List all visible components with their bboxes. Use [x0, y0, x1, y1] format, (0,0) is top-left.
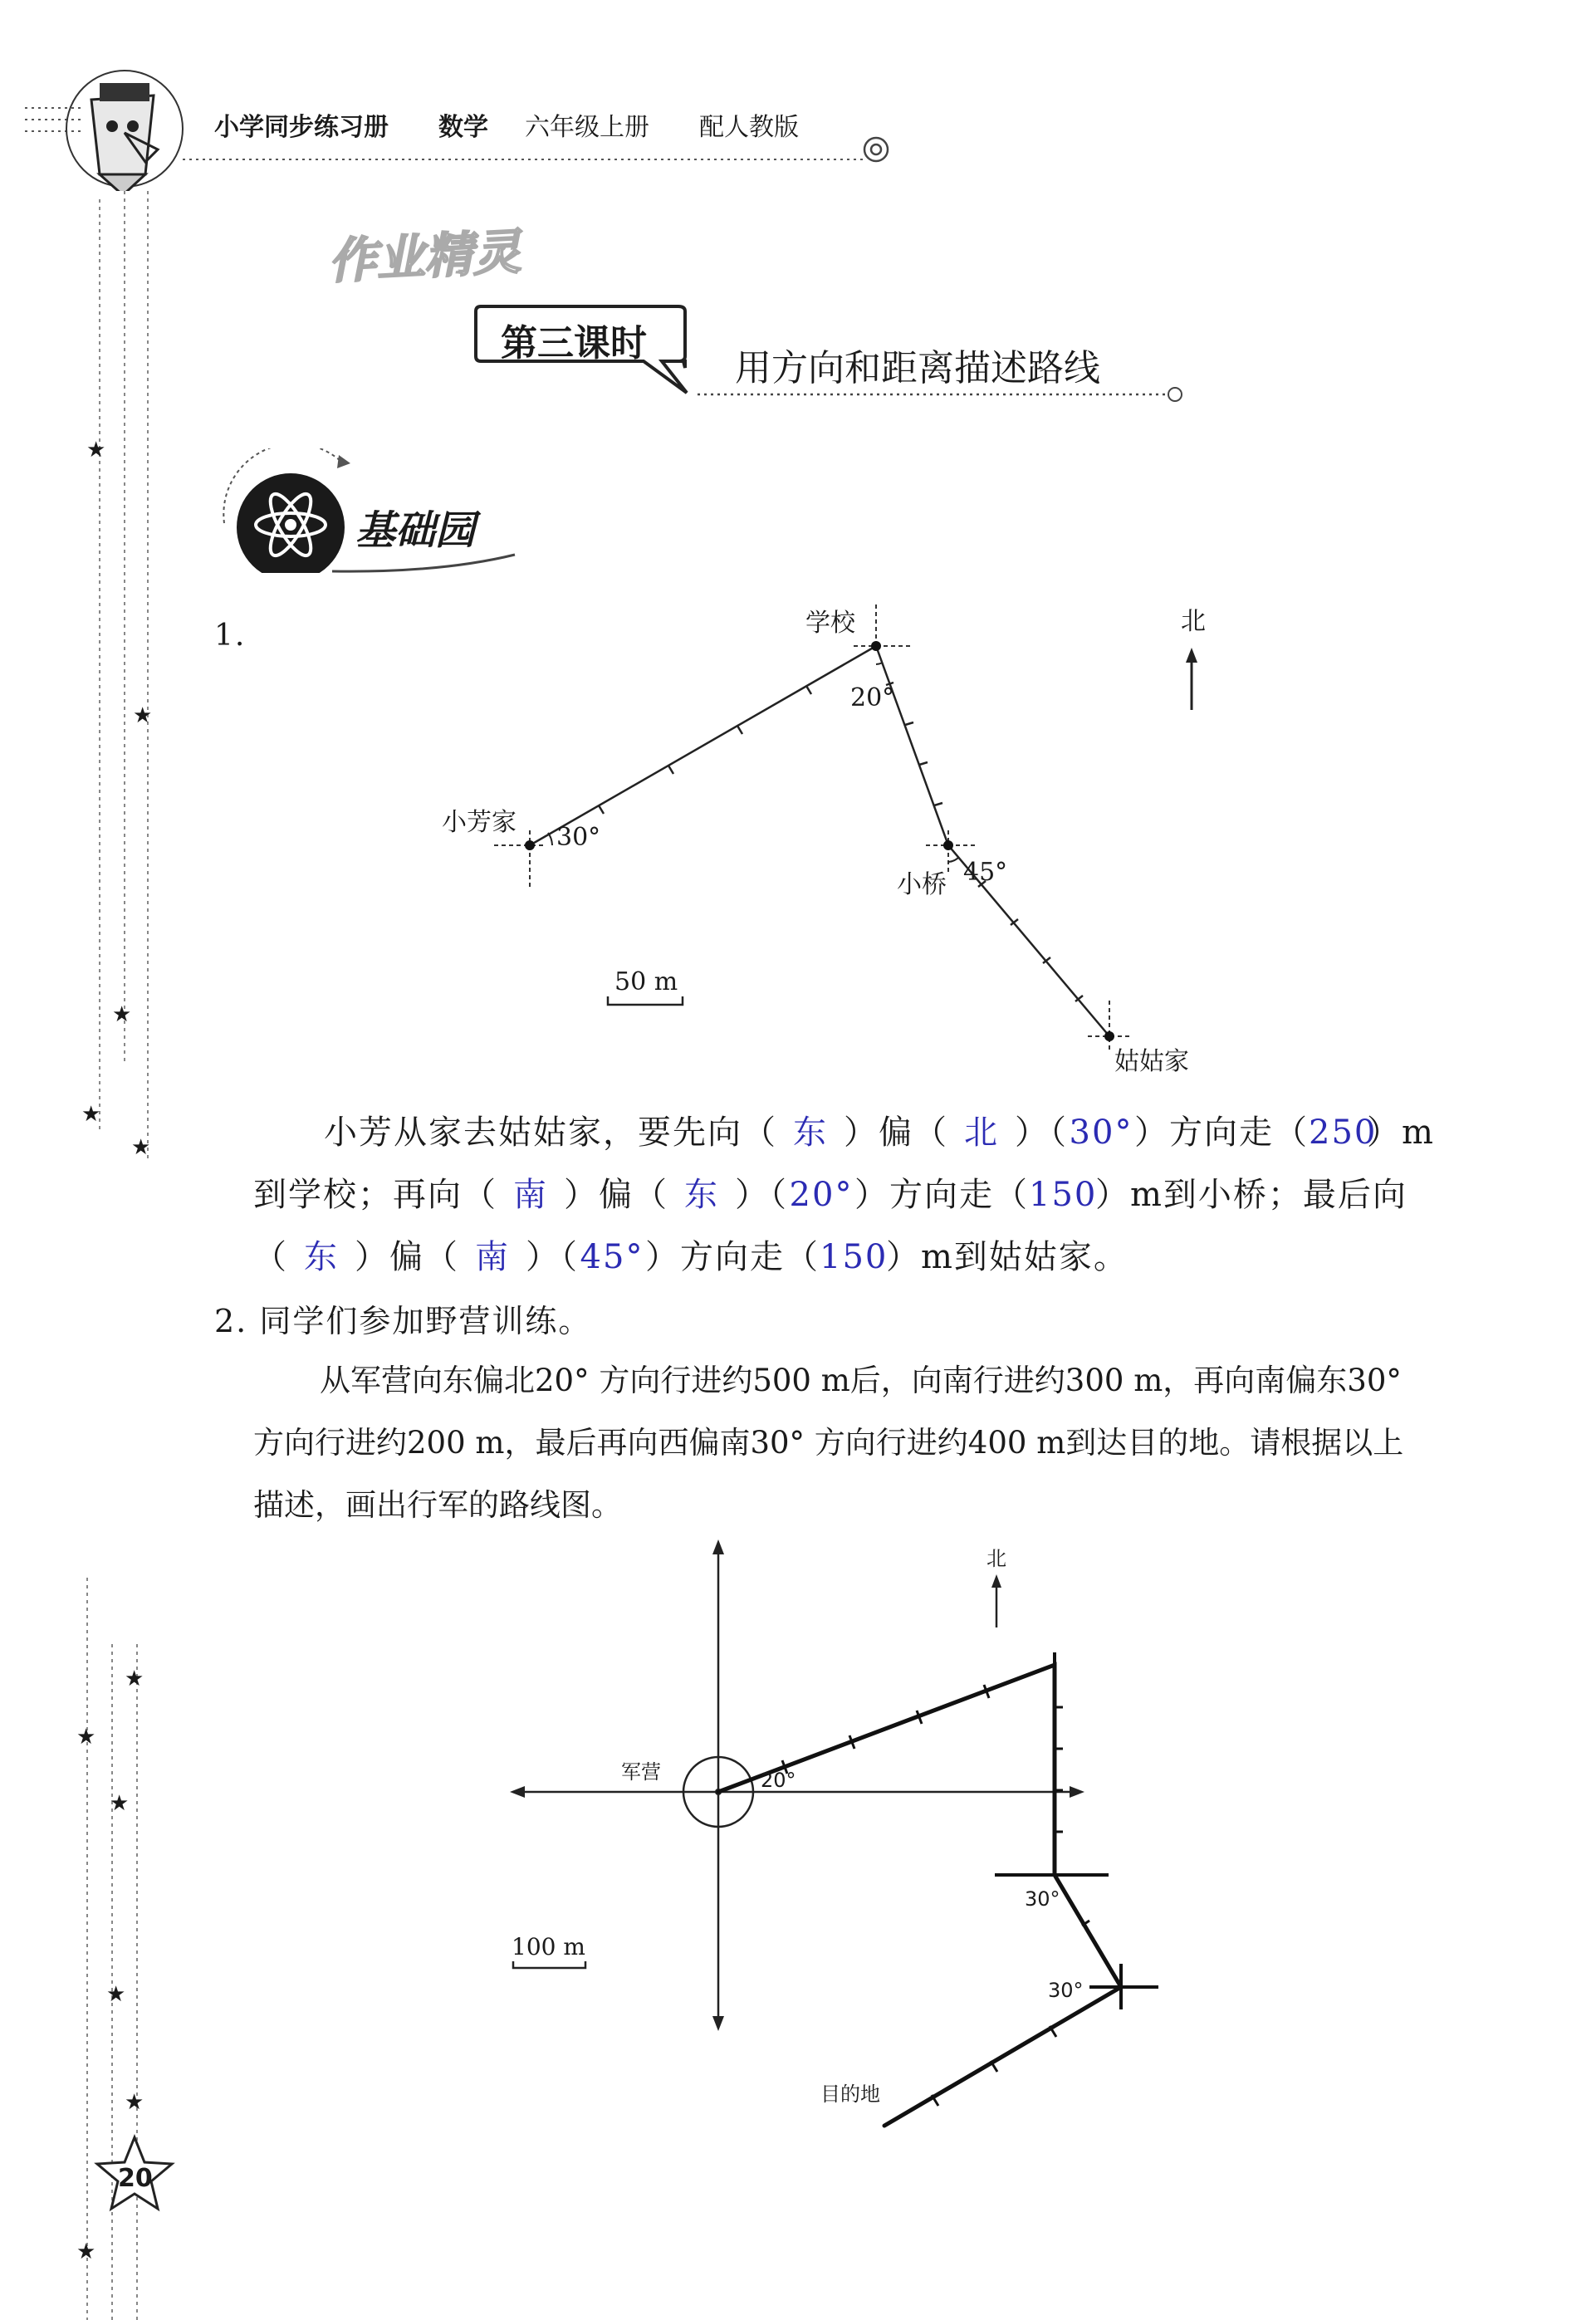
q1-text: 到学校；再向（ [253, 1176, 497, 1214]
q2-angle-camp: 20° [761, 1769, 796, 1792]
q1-answer-11: 45° [580, 1238, 644, 1276]
svg-text:★: ★ [76, 1725, 96, 1750]
q1-line1 [324, 1106, 1435, 1153]
q1-angle-bridge: 45° [963, 858, 1008, 887]
q1-label-north: 北 [1181, 607, 1206, 636]
lesson-title: 用方向和距离描述路线 [735, 347, 1100, 389]
svg-text:★: ★ [86, 438, 106, 463]
q1-answer-2: 北 [964, 1114, 999, 1152]
edition: 配人教版 [699, 113, 799, 142]
q1-text: ）方向走（ [645, 1238, 820, 1276]
q1-text: 小芳从家去姑姑家，要先向（ [324, 1114, 777, 1152]
svg-text:★: ★ [112, 1002, 132, 1027]
lesson-label: 第三课时 [501, 322, 647, 365]
header [0, 50, 913, 191]
q2-line3: 描述，画出行军的路线图。 [253, 1487, 622, 1523]
q2-title: 2. 同学们参加野营训练。 [214, 1303, 592, 1339]
svg-text:★: ★ [133, 703, 153, 728]
q1-text: ）m到姑姑家。 [886, 1238, 1128, 1276]
q1-text: ）（ [735, 1176, 788, 1214]
q2-line2: 方向行进约200 m，最后再向西偏南30° 方向行进约400 m到达目的地。请根据以上 [253, 1425, 1404, 1461]
svg-text:★: ★ [76, 2239, 96, 2264]
book-title: 小学同步练习册 [214, 113, 389, 142]
q1-text: ）偏（ [844, 1114, 948, 1152]
q2-label-north: 北 [986, 1547, 1006, 1570]
q1-number: 1. [214, 619, 247, 653]
q1-answer-3: 30° [1069, 1114, 1133, 1152]
q1-label-aunt: 姑姑家 [1114, 1047, 1189, 1076]
q1-answer-5: 南 [513, 1176, 548, 1214]
section-title: 基础园 [355, 507, 476, 554]
q1-angle-school: 20° [850, 683, 895, 712]
svg-text:★: ★ [131, 1135, 151, 1160]
q1-text: （ [253, 1238, 288, 1276]
q1-answer-1: 东 [793, 1114, 828, 1152]
q2-label-destination: 目的地 [820, 2083, 880, 2106]
q1-text: ）m到小桥；最后向 [1095, 1176, 1408, 1214]
q1-angle-home: 30° [556, 823, 601, 852]
svg-text:★: ★ [110, 1791, 130, 1816]
lesson-header [469, 303, 1200, 403]
q1-answer-7: 20° [789, 1176, 854, 1214]
q1-text: ）m [1367, 1114, 1435, 1152]
svg-text:★: ★ [106, 1982, 126, 2007]
q1-answer-8: 150 [1029, 1176, 1098, 1214]
q1-text: ）（ [1015, 1114, 1068, 1152]
q1-line2 [253, 1168, 1408, 1216]
q1-label-school: 学校 [805, 609, 855, 638]
q1-text: ）（ [526, 1238, 579, 1276]
svg-text:★: ★ [125, 2090, 144, 2115]
q1-diagram [415, 598, 1246, 1096]
q1-line3 [253, 1231, 1128, 1278]
section-header [208, 448, 540, 573]
q1-text: ）方向走（ [1134, 1114, 1309, 1152]
grade: 六年级上册 [525, 113, 649, 142]
q1-answer-9: 东 [304, 1238, 339, 1276]
q1-label-bridge: 小桥 [897, 870, 947, 899]
q1-answer-4: 250 [1309, 1114, 1378, 1152]
left-decoration [0, 0, 166, 2320]
q1-text: ）偏（ [355, 1238, 459, 1276]
q2-angle-south: 30° [1025, 1887, 1060, 1911]
svg-text:★: ★ [125, 1667, 144, 1691]
q2-line1: 从军营向东偏北20° 方向行进约500 m后，向南行进约300 m，再向南偏东30° [320, 1363, 1402, 1398]
q1-text: ）偏（ [564, 1176, 668, 1214]
q1-text: ）方向走（ [854, 1176, 1029, 1214]
q2-diagram [432, 1536, 1204, 2151]
q2-label-camp: 军营 [621, 1760, 661, 1784]
q1-answer-6: 东 [684, 1176, 719, 1214]
watermark: 作业精灵 [326, 223, 522, 291]
q2-scale-label: 100 m [512, 1933, 585, 1960]
q1-scale-label: 50 m [614, 967, 678, 996]
q1-answer-10: 南 [475, 1238, 510, 1276]
q1-label-home: 小芳家 [442, 808, 516, 837]
q1-answer-12: 150 [820, 1238, 889, 1276]
subject: 数学 [438, 113, 488, 142]
svg-text:★: ★ [81, 1102, 101, 1127]
page-number: 20 [118, 2164, 153, 2193]
q2-angle-turn: 30° [1048, 1979, 1084, 2002]
